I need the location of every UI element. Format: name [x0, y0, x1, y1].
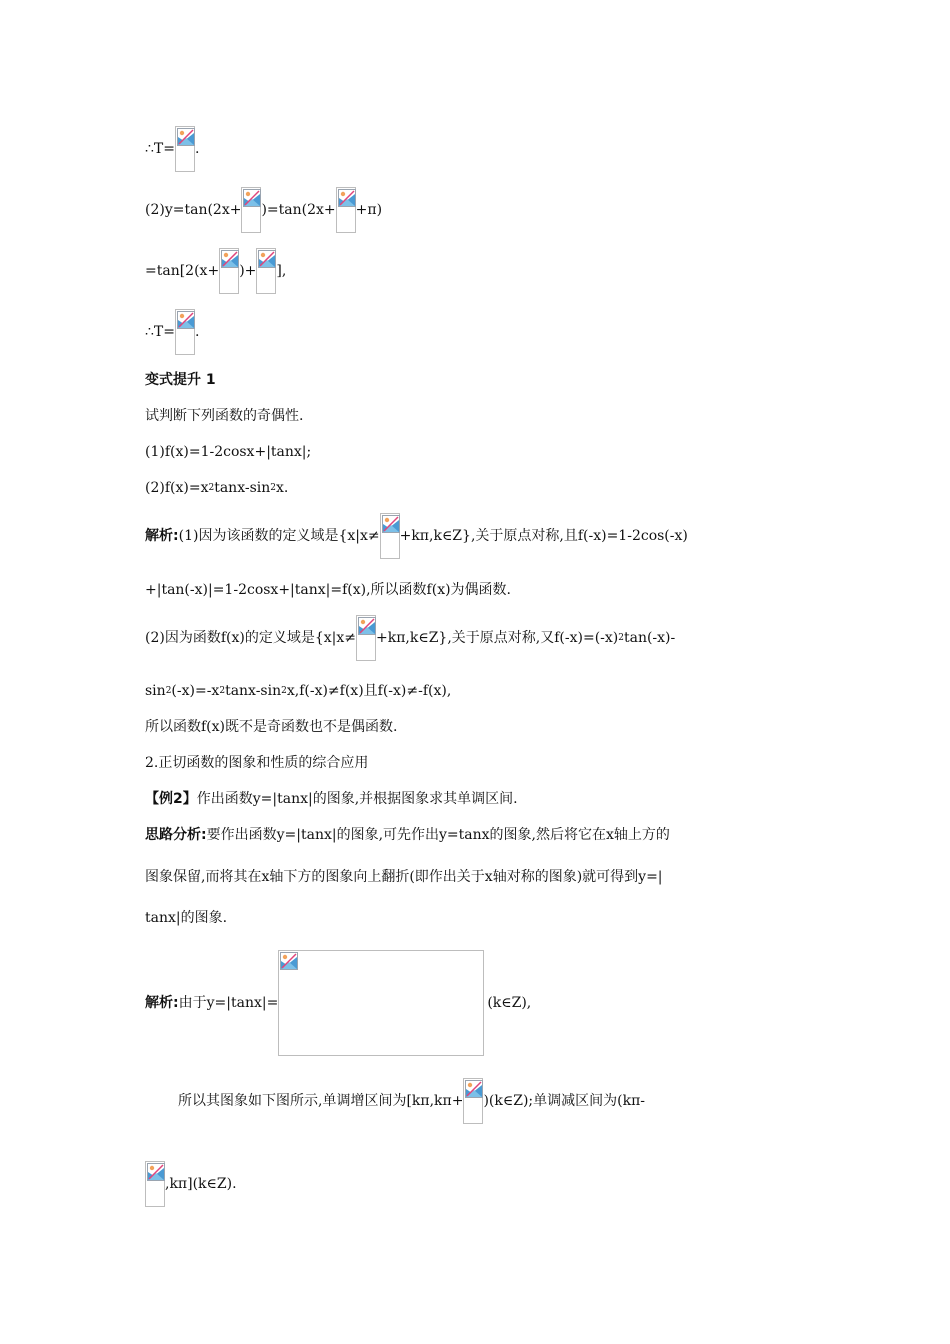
formula-image	[463, 1078, 483, 1124]
solution-2: (2)因为函数f(x)的定义域是{x|x≠ +kπ,k∈Z},关于原点对称,又f(-x)=(-x) 2 tan(-x)-	[145, 614, 675, 662]
formula-image	[256, 248, 276, 294]
broken-image-icon	[382, 515, 400, 533]
section-heading: 变式提升 1	[145, 372, 216, 388]
broken-image-icon	[338, 189, 356, 207]
solution-4: 所以其图象如下图所示,单调增区间为[kπ,kπ+ )(k∈Z);单调减区间为(kπ-	[178, 1077, 645, 1125]
line-period-1: ∴T= .	[145, 125, 199, 173]
formula-image	[356, 615, 376, 661]
broken-image-icon	[177, 311, 195, 329]
question: 试判断下列函数的奇偶性.	[145, 408, 304, 424]
solution-2-conclusion: 所以函数f(x)既不是奇函数也不是偶函数.	[145, 719, 398, 735]
broken-image-icon	[177, 128, 195, 146]
broken-image-icon	[221, 250, 239, 268]
formula-image	[175, 126, 195, 172]
broken-image-icon	[465, 1080, 483, 1098]
solution-5: ,kπ](k∈Z).	[145, 1160, 237, 1208]
formula-image	[241, 187, 261, 233]
question-2: (2)f(x)=x 2 tanx-sin 2 x.	[145, 480, 289, 496]
broken-image-icon	[243, 189, 261, 207]
line-period-2: ∴T= .	[145, 308, 199, 356]
example-2: 【例2】 作出函数y=|tanx|的图象,并根据图象求其单调区间.	[145, 791, 518, 807]
solution-3: 解析: 由于y=|tanx|= (k∈Z),	[145, 950, 531, 1056]
broken-image-icon	[358, 617, 376, 635]
idea-analysis-cont: 图象保留,而将其在x轴下方的图象向上翻折(即作出关于x轴对称的图象)就可得到y=|	[145, 869, 663, 885]
line-2: (2)y=tan(2x+ )=tan(2x+ +π)	[145, 186, 382, 234]
section-2-title: 2.正切函数的图象和性质的综合应用	[145, 755, 369, 771]
formula-image	[175, 309, 195, 355]
broken-image-icon	[147, 1163, 165, 1181]
idea-analysis: 思路分析: 要作出函数y=|tanx|的图象,可先作出y=tanx的图象,然后将它在x轴上方的	[145, 827, 670, 843]
solution-2-cont: sin 2 (-x)=-x 2 tanx-sin 2 x,f(-x)≠f(x)且f(-x)≠-f(x),	[145, 683, 452, 699]
broken-image-icon	[280, 952, 298, 970]
piecewise-formula-image	[278, 950, 484, 1056]
solution-1: 解析: (1)因为该函数的定义域是{x|x≠ +kπ,k∈Z},关于原点对称,且f(-x)=1-2cos(-x)	[145, 512, 688, 560]
formula-image	[336, 187, 356, 233]
formula-image	[145, 1161, 165, 1207]
formula-image	[380, 513, 400, 559]
formula-image	[219, 248, 239, 294]
broken-image-icon	[258, 250, 276, 268]
question-1: (1)f(x)=1-2cosx+|tanx|;	[145, 444, 312, 460]
idea-analysis-end: tanx|的图象.	[145, 910, 228, 926]
line-3: =tan[2(x+ )+ ],	[145, 247, 286, 295]
solution-1-cont: +|tan(-x)|=1-2cosx+|tanx|=f(x),所以函数f(x)为偶函数.	[145, 582, 512, 598]
